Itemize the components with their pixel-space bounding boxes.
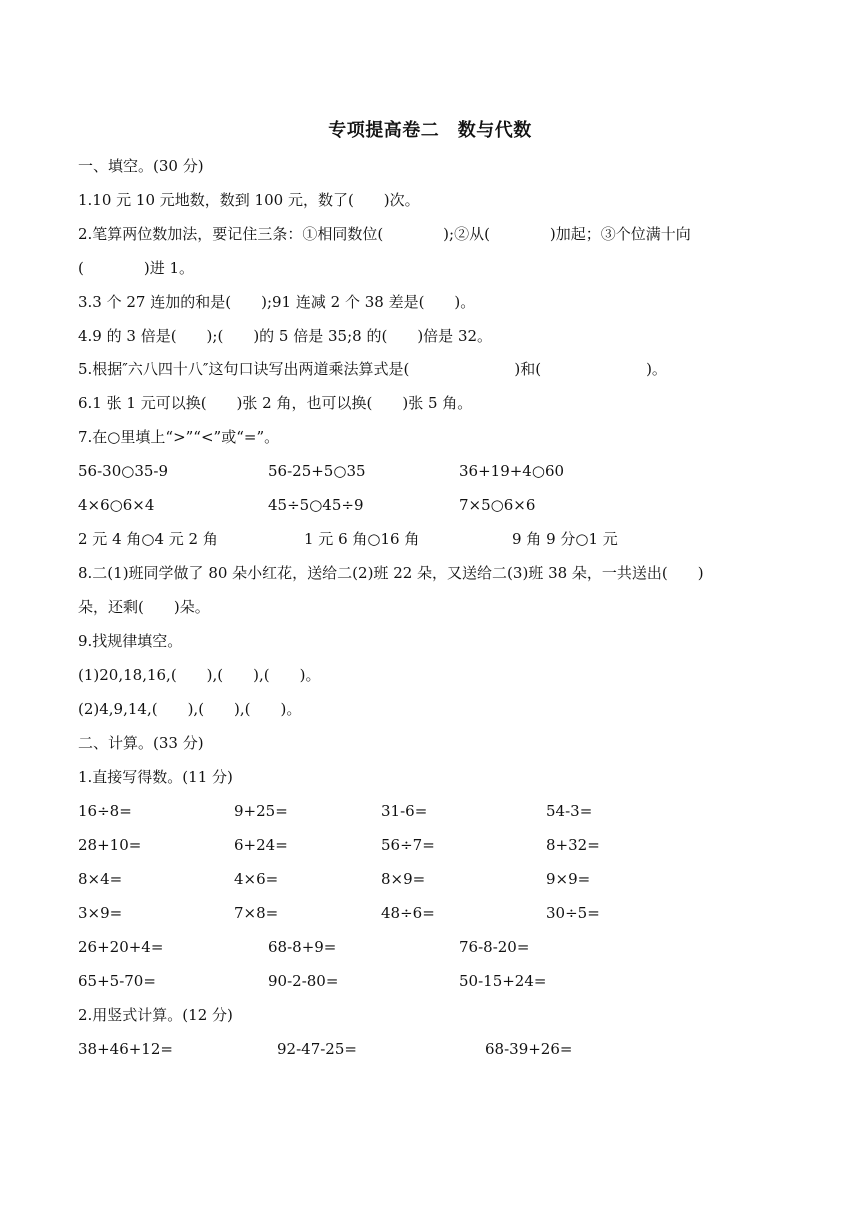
compare-item: 36+19+4○60 [459, 462, 565, 480]
arithmetic-item: 8×9= [381, 870, 426, 888]
page-title: 专项提高卷二 数与代数 [328, 120, 532, 141]
arithmetic-item: 9+25= [234, 802, 288, 820]
question-6: 6.1 张 1 元可以换( )张 2 角，也可以换( )张 5 角。 [78, 394, 473, 412]
arithmetic-item: 8+32= [546, 836, 600, 854]
question-9-part-1: (1)20,18,16,( ),( ),( )。 [78, 666, 321, 684]
compare-item: 56-30○35-9 [78, 462, 169, 480]
question-2-line-1: 2.笔算两位数加法，要记住三条：①相同数位( );②从( )加起；③个位满十向 [78, 225, 691, 243]
vertical-calc-item: 92-47-25= [277, 1040, 357, 1058]
arithmetic-item: 68-8+9= [268, 938, 337, 956]
arithmetic-item: 7×8= [234, 904, 279, 922]
question-4: 4.9 的 3 倍是( );( )的 5 倍是 35;8 的( )倍是 32。 [78, 327, 493, 345]
arithmetic-item: 76-8-20= [459, 938, 530, 956]
compare-item: 7×5○6×6 [459, 496, 536, 514]
arithmetic-item: 90-2-80= [268, 972, 339, 990]
question-8-line-2: 朵，还剩( )朵。 [78, 598, 210, 616]
question-9: 9.找规律填空。 [78, 632, 183, 650]
compare-item: 9 角 9 分○1 元 [512, 530, 618, 548]
vertical-calc-item: 38+46+12= [78, 1040, 173, 1058]
question-1: 1.10 元 10 元地数，数到 100 元，数了( )次。 [78, 191, 420, 209]
arithmetic-item: 48÷6= [381, 904, 435, 922]
vertical-calc-item: 68-39+26= [485, 1040, 573, 1058]
arithmetic-item: 8×4= [78, 870, 123, 888]
arithmetic-item: 6+24= [234, 836, 288, 854]
section-heading: 二、计算。(33 分) [78, 734, 204, 752]
section-heading: 一、填空。(30 分) [78, 157, 204, 175]
arithmetic-item: 4×6= [234, 870, 279, 888]
arithmetic-item: 31-6= [381, 802, 428, 820]
arithmetic-item: 50-15+24= [459, 972, 547, 990]
compare-item: 1 元 6 角○16 角 [304, 530, 420, 548]
arithmetic-item: 65+5-70= [78, 972, 156, 990]
arithmetic-item: 30÷5= [546, 904, 600, 922]
part-2-heading: 2.用竖式计算。(12 分) [78, 1006, 233, 1024]
question-9-part-2: (2)4,9,14,( ),( ),( )。 [78, 700, 302, 718]
arithmetic-item: 28+10= [78, 836, 142, 854]
question-2-line-2: ( )进 1。 [78, 259, 195, 277]
compare-item: 56-25+5○35 [268, 462, 366, 480]
question-5: 5.根据″六八四十八″这句口诀写出两道乘法算式是( )和( )。 [78, 360, 667, 378]
compare-item: 4×6○6×4 [78, 496, 155, 514]
arithmetic-item: 9×9= [546, 870, 591, 888]
compare-item: 2 元 4 角○4 元 2 角 [78, 530, 218, 548]
compare-item: 45÷5○45÷9 [268, 496, 364, 514]
arithmetic-item: 16÷8= [78, 802, 132, 820]
arithmetic-item: 54-3= [546, 802, 593, 820]
arithmetic-item: 56÷7= [381, 836, 435, 854]
arithmetic-item: 3×9= [78, 904, 123, 922]
part-1-heading: 1.直接写得数。(11 分) [78, 768, 233, 786]
arithmetic-item: 26+20+4= [78, 938, 164, 956]
question-8-line-1: 8.二(1)班同学做了 80 朵小红花，送给二(2)班 22 朵，又送给二(3)班 38 朵，一共送出( ) [78, 564, 704, 582]
question-7: 7.在○里填上“>”“<”或“=”。 [78, 428, 280, 446]
question-3: 3.3 个 27 连加的和是( );91 连减 2 个 38 差是( )。 [78, 293, 476, 311]
